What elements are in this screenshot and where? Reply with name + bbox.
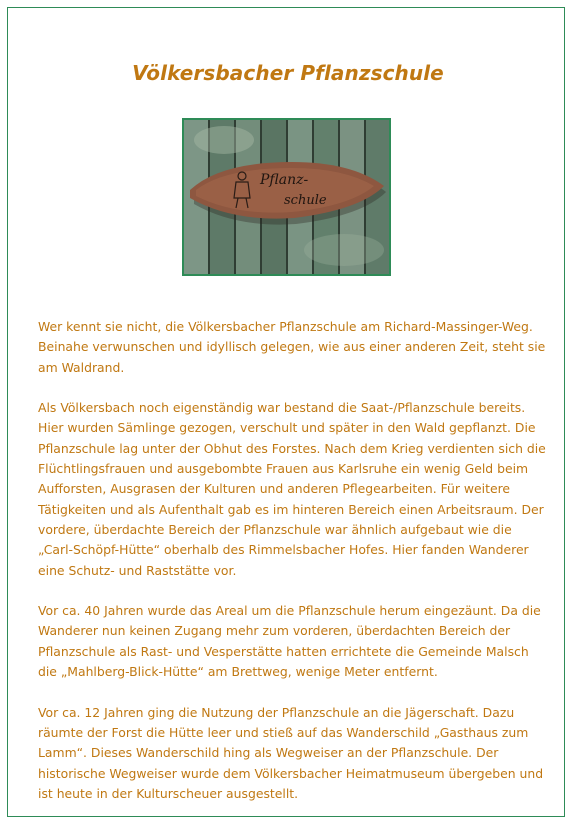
sign-photo xyxy=(182,118,391,276)
paragraph-fence: Vor ca. 40 Jahren wurde das Areal um die Pflanzschule herum eingezäunt. Da die Wanderer nun keinen Zugang mehr zum vorderen, überdachten Bereich der Pflanzschule als Rast- und Vesperstätte hatten errichtete die Gemeinde Malsch die „Mahlberg-Blick-Hütte“ am Brettweg, wenige Meter entfernt. xyxy=(38,603,541,680)
svg-text:schule: schule xyxy=(284,193,327,208)
page-title: Völkersbacher Pflanzschule xyxy=(132,61,444,85)
paragraph-intro: Wer kennt sie nicht, die Völkersbacher Pflanzschule am Richard-Massinger-Weg. Beinahe verwunschen und idyllisch gelegen, wie aus einer anderen Zeit, steht sie am Waldrand. xyxy=(38,319,546,375)
paragraph-hunters: Vor ca. 12 Jahren ging die Nutzung der Pflanzschule an die Jägerschaft. Dazu räumte der Forst die Hütte leer und stieß auf das Wanderschild „Gasthaus zum Lamm“. Dieses Wanderschild hing als Wegweiser an der Pflanzschule. Der historische Wegweiser wurde dem Völkersbacher Heimatmuseum übergeben und ist heute in der Kulturscheuer ausgestellt. xyxy=(38,704,544,801)
article-body xyxy=(38,317,548,824)
svg-text:Pflanz-: Pflanz- xyxy=(260,172,309,188)
paragraph-history: Als Völkersbach noch eigenständig war bestand die Saat-/Pflanzschule bereits. Hier wurden Sämlinge gezogen, verschult und später in den Wald gepflanzt. Die Pflanzschule lag unter der Obhut des Forstes. Nach dem Krieg verdienten sich die Flüchtlingsfrauen und ausgebombte Frauen aus Karlsruhe ein wenig Geld beim Aufforsten, Ausgrasen der Kulturen und anderen Pflegearbeiten. Für weitere Tätigkeiten und als Aufenthalt gab es im hinteren Bereich einen Arbeitsraum. Der vordere, überdachte Bereich der Pflanzschule war ähnlich aufgebaut wie die „Carl-Schöpf-Hütte“ oberhalb des Rimmelsbacher Hofes. Hier fanden Wanderer eine Schutz- und Raststätte vor. xyxy=(38,400,546,578)
